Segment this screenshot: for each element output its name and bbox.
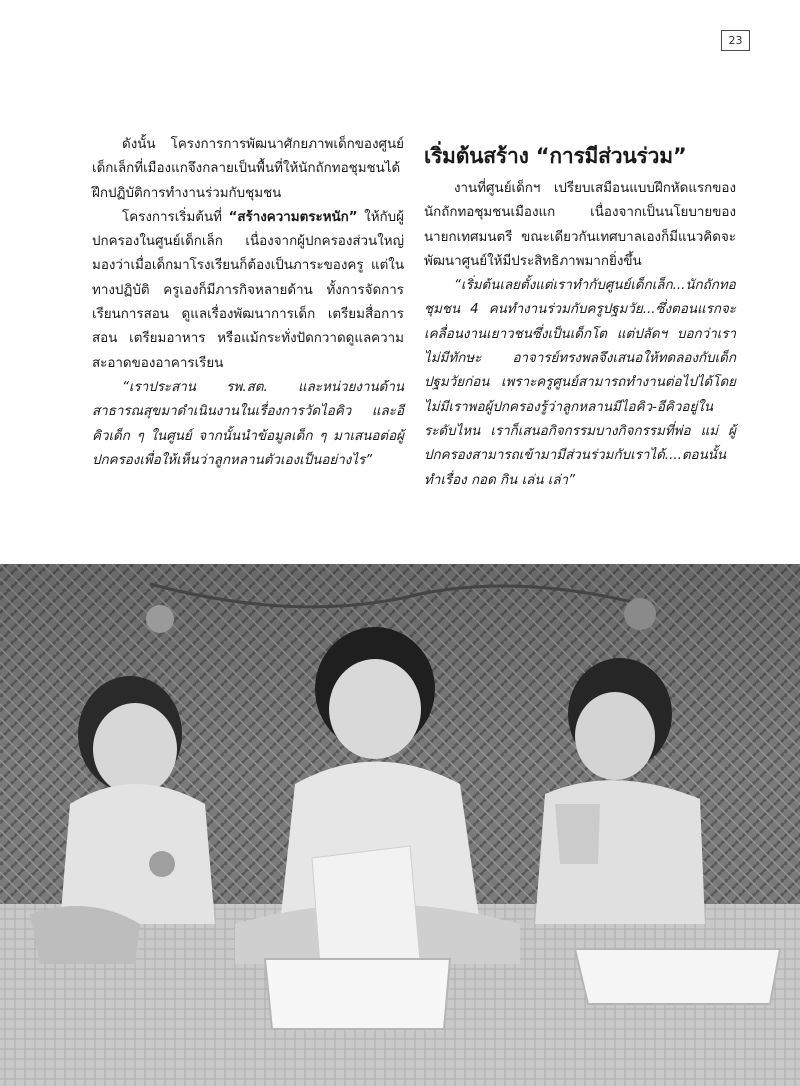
page-number: 23 [721, 30, 750, 51]
flower-decoration [624, 598, 656, 630]
right-paragraph-1: งานที่ศูนย์เด็กฯ เปรียบเสมือนแบบฝึกหัดแรกของนักถักทอชุมชนเมืองแก เนื่องจากเป็นนโยบายของนายกเทศมนตรี ขณะเดียวกันเทศบาลเองก็มีแนวคิดจะพัฒนาศูนย์ให้มีประสิทธิภาพมากยิ่งขึ้น [424, 181, 736, 269]
p2-emphasis: “สร้างความตระหนัก” [228, 209, 358, 225]
p2-rest: ให้กับผู้ปกครองในศูนย์เด็กเล็ก เนื่องจากผู้ปกครองส่วนใหญ่มองว่าเมื่อเด็กมาโรงเรียนก็ต้องเป็นภาระของครู แต่ในทางปฏิบัติ ครูเองก็มีภารกิจหลายด้าน ทั้งการจัดการเรียนการสอน ดูแลเรื่องพัฒนาการเด็ก เตรียมสื่อการสอน เตรียมอาหาร หรือแม้กระทั่งปัดกวาดดูแลความสะอาดของอาคารเรียน [92, 209, 405, 371]
tray [265, 959, 450, 1029]
children-photo [0, 564, 800, 1086]
p2-lead: โครงการเริ่มต้นที่ [122, 209, 229, 225]
photo-illustration [0, 564, 800, 1086]
left-column [92, 133, 404, 473]
right-column [424, 133, 736, 493]
left-paragraph-1: ดังนั้น โครงการการพัฒนาศักยภาพเด็กของศูนย์เด็กเล็กที่เมืองแกจึงกลายเป็นพื้นที่ให้นักถักทอชุมชนได้ฝึกปฏิบัติการทำงานร่วมกับชุมชน [92, 137, 404, 201]
tray [575, 949, 780, 1004]
left-quote: “เราประสาน รพ.สต. และหน่วยงานด้านสาธารณสุขมาดำเนินงานในเรื่องการวัดไอคิว และอีคิวเด็ก ๆ ในศูนย์ จากนั้นนำข้อมูลเด็ก ๆ มาเสนอต่อผู้ปกครองเพื่อให้เห็นว่าลูกหลานตัวเองเป็นอย่างไร” [92, 379, 404, 468]
section-heading: เริ่มต้นสร้าง “การมีส่วนร่วม” [424, 144, 687, 168]
right-quote: “เริ่มต้นเลยตั้งแต่เราทำกับศูนย์เด็กเล็ก...นักถักทอชุมชน 4 คนทำงานร่วมกับครูปฐมวัย...ซึ่งตอนแรกจะเคลื่อนงานเยาวชนซึ่งเป็นเด็กโต แต่ปลัดฯ บอกว่าเราไม่มีทักษะ อาจารย์ทรงพลจึงเสนอให้ทดลองกับเด็กปฐมวัยก่อน เพราะครูศูนย์สามารถทำงานต่อไปได้โดยไม่มีเราพอผู้ปกครองรู้ว่าลูกหลานมีไอคิว-อีคิวอยู่ในระดับไหน เราก็เสนอกิจกรรมบางกิจกรรมที่พ่อ แม่ ผู้ปกครองสามารถเข้ามามีส่วนร่วมกับเราได้....ตอนนั้นทำเรื่อง กอด กิน เล่น เล่า” [424, 278, 736, 488]
flower-decoration [146, 605, 174, 633]
left-paragraph-2 [92, 206, 404, 376]
